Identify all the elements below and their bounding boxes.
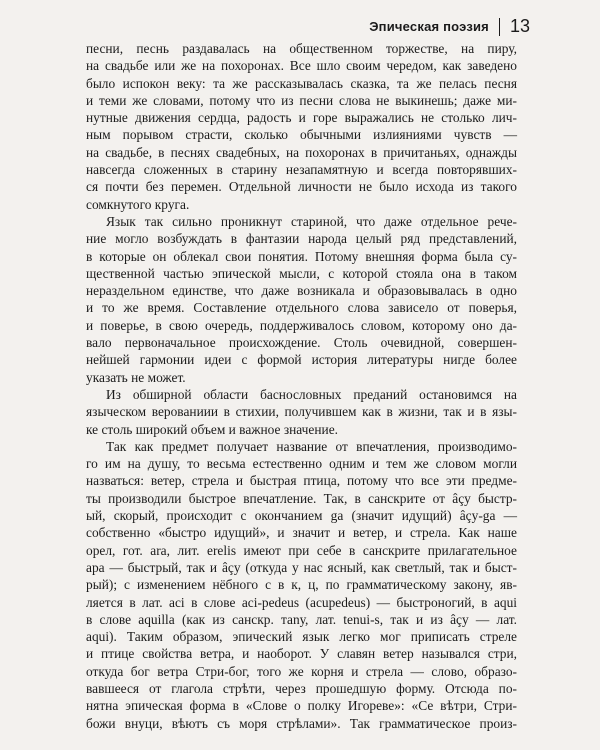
text-line: на свадьбе, в песнях свадебных, на похоронах в причитаньях, однажды bbox=[86, 144, 517, 160]
text-line: apa — быстрый, так и âçy (откуда у нас ясный, как светлый, так и быст- bbox=[86, 559, 517, 575]
text-line: указать не может. bbox=[86, 369, 186, 385]
body-text bbox=[86, 40, 517, 732]
text-line: и птице свойства ветра, и наоборот. У славян ветер назывался стри, bbox=[86, 646, 517, 662]
text-line: языческом верованиии в стихии, получившем как в жизни, так и в язы- bbox=[86, 404, 517, 420]
text-line: навсегда сложенных в старину незапамятную и всегда повторявших- bbox=[86, 162, 517, 178]
text-line: нераздельном единстве, что даже возникала и образовывалась в одно bbox=[86, 283, 517, 299]
text-line: песни, песнь раздавалась на общественном торжестве, на пиру, bbox=[86, 41, 517, 56]
text-line: в слове aquilla (как из санскр. таnу, лат. tenui-s, так и из âçy — лат. bbox=[86, 611, 517, 627]
text-line: ние могло возбуждать в фантазии народа целый ряд представлений, bbox=[86, 231, 517, 247]
text-line: ты производили быстрое впечатление. Так, в санскрите от âçy быстр- bbox=[86, 490, 517, 506]
text-line: назваться: ветер, стрела и быстрая птица, потому что все эти предме- bbox=[86, 473, 517, 489]
text-line: и теми же словами, потому что из песни слова не выкинешь; даже ми- bbox=[86, 92, 517, 108]
text-line: вало первоначальное происхождение. Столь очевидной, совершен- bbox=[86, 335, 517, 351]
text-line: в которые он облекал свои понятия. Потому внешняя форма была су- bbox=[86, 248, 517, 264]
text-line: орел, гот. ara, лит. erelis имеют при себе в санскрите прилагательное bbox=[86, 542, 517, 558]
page-number: 13 bbox=[509, 16, 530, 36]
text-line: нейшей гармонии идеи с формой история литературы нигде более bbox=[86, 352, 517, 368]
text-line: и то же время. Составление отдельного слова зависело от поверья, bbox=[86, 300, 517, 316]
text-line: ке столь широкий объем и важное значение. bbox=[86, 421, 338, 437]
text-line: нятна эпическая форма в «Слове о полку Игореве»: «Се вѣтри, Стри- bbox=[86, 698, 517, 714]
text-line: на свадьбе или же на похоронах. Все шло своим чередом, как заведено bbox=[86, 58, 517, 74]
text-line: вавшееся от глагола стрѣти, через прошедшую форму. Отсюда по- bbox=[86, 680, 517, 696]
text-line: откуда бог ветра Стри-бог, того же корня и стрела — слово, образо- bbox=[86, 663, 517, 679]
text-line: ся почти без перемен. Отдельной личности не было исхода из такого bbox=[86, 179, 517, 195]
text-line: было испокон веку: та же рассказывалась сказка, та же пелась песня bbox=[86, 75, 517, 91]
text-line: Из обширной области баснословных преданий остановимся на bbox=[106, 386, 517, 402]
text-line: божи внуци, вѣютъ съ моря стрѣлами». Так грамматическое произ- bbox=[86, 715, 517, 731]
text-line: aqui). Таким образом, эпический язык легко мог приписать стреле bbox=[86, 629, 517, 645]
text-line: щественной частью эпической мысли, с которой стояла она в таком bbox=[86, 265, 517, 281]
text-line: Язык так сильно проникнут стариной, что даже отдельное рече- bbox=[106, 213, 517, 229]
header-divider bbox=[499, 18, 500, 36]
running-header bbox=[369, 16, 530, 37]
text-line: нутные движения сердца, радость и горе выражались не столько лич- bbox=[86, 110, 517, 126]
text-line: Так как предмет получает название от впечатления, производимо- bbox=[106, 438, 517, 454]
text-line: ый, скорый, происходит с окончанием ga (значит идущий) âçy-ga — bbox=[86, 508, 517, 524]
text-line: сомкнутого круга. bbox=[86, 196, 190, 212]
section-title: Эпическая поэзия bbox=[369, 19, 489, 34]
text-line: ным порывом страсти, сколько обычными излияниями чувств — bbox=[86, 127, 517, 143]
text-line: рый); с изменением нёбного c в к, ц, по грамматическому закону, яв- bbox=[86, 577, 517, 593]
text-line: и поверье, в свою очередь, поддерживалось словом, которому оно да- bbox=[86, 317, 517, 333]
text-line: собственно «быстро идущий», и значит и ветер, и стрела. Как наше bbox=[86, 525, 517, 541]
text-line: го им на душу, то весьма естественно одним и тем же словом могли bbox=[86, 456, 517, 472]
text-line: ляется в лат. aci в слове aci-pedeus (acupedeus) — быстроногий, в aqui bbox=[86, 594, 517, 610]
